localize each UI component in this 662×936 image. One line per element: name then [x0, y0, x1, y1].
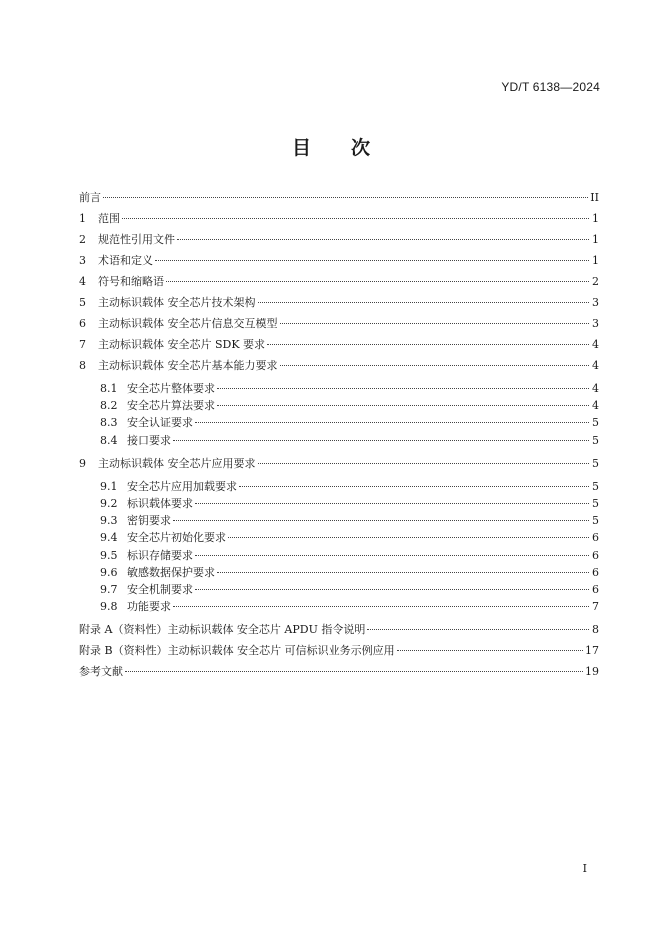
toc-entry[interactable]: [79, 355, 599, 376]
toc-entry-title: 主动标识载体 安全芯片 SDK 要求: [98, 338, 266, 351]
toc-entry-number: 2: [79, 233, 86, 246]
toc-entry-page: 17: [585, 644, 599, 658]
toc-dot-leader: [195, 555, 589, 556]
toc-entry-page: 6: [592, 565, 599, 579]
toc-entry[interactable]: [79, 334, 599, 355]
toc-entry-number: 9.1: [100, 479, 118, 493]
toc-entry-page: 1: [592, 233, 599, 246]
toc-entry-number: 6: [79, 317, 86, 330]
toc-entry-page: 3: [592, 296, 599, 309]
toc-entry-page: 7: [592, 600, 599, 614]
toc-entry-page: 4: [592, 338, 599, 351]
toc-entry-page: II: [590, 191, 599, 204]
toc-entry[interactable]: [79, 661, 599, 682]
toc-entry[interactable]: [79, 229, 599, 250]
toc-entry-number: 9.2: [100, 496, 118, 510]
toc-entry-page: 5: [592, 433, 599, 447]
toc-dot-leader: [103, 197, 588, 198]
toc-entry-page: 6: [592, 531, 599, 545]
toc-entry[interactable]: [79, 250, 599, 271]
toc-dot-leader: [173, 520, 589, 521]
toc-entry-number: 3: [79, 254, 86, 267]
toc-entry-title: 附录 B（资料性）主动标识载体 安全芯片 可信标识业务示例应用: [79, 644, 395, 658]
toc-entry[interactable]: [79, 271, 599, 292]
toc-entry-title: 参考文献: [79, 665, 123, 679]
toc-subentry[interactable]: [79, 512, 599, 529]
toc-entry-number: 9.5: [100, 548, 118, 562]
toc-entry[interactable]: [79, 208, 599, 229]
toc-entry-title: 安全芯片初始化要求: [127, 531, 226, 545]
toc-subentry[interactable]: [79, 495, 599, 512]
toc-entry-title: 规范性引用文件: [98, 233, 175, 246]
toc-subentry[interactable]: [79, 564, 599, 581]
toc-dot-leader: [177, 239, 589, 240]
toc-entry-page: 4: [592, 382, 599, 395]
toc-dot-leader: [173, 440, 589, 441]
toc-entry[interactable]: [79, 292, 599, 313]
toc-entry-page: 4: [592, 399, 599, 413]
toc-entry-page: 19: [585, 665, 599, 679]
toc-dot-leader: [173, 606, 589, 607]
toc-dot-leader: [217, 572, 589, 573]
toc-entry-page: 5: [592, 479, 599, 493]
toc-dot-leader: [195, 422, 589, 423]
toc-dot-leader: [217, 405, 589, 406]
toc-entry-page: 5: [592, 514, 599, 528]
toc-entry-title: 接口要求: [127, 433, 171, 447]
toc-entry-page: 5: [592, 496, 599, 510]
toc-dot-leader: [122, 218, 589, 219]
toc-entry-page: 4: [592, 359, 599, 372]
toc-entry-number: 9.7: [100, 582, 118, 596]
toc-subentry[interactable]: [79, 547, 599, 564]
toc-subentry[interactable]: [79, 598, 599, 615]
toc-dot-leader: [239, 486, 589, 487]
toc-subentry[interactable]: [79, 432, 599, 449]
toc-dot-leader: [280, 365, 590, 366]
toc-entry-title: 安全认证要求: [127, 416, 193, 430]
toc-entry-title: 前言: [79, 191, 101, 204]
toc-dot-leader: [166, 281, 589, 282]
toc-entry-number: 8.4: [100, 433, 118, 447]
toc-dot-leader: [125, 671, 583, 672]
toc-entry-number: 1: [79, 212, 86, 225]
toc-entry[interactable]: [79, 453, 599, 474]
toc-entry-number: 9.3: [100, 514, 118, 528]
toc-entry-page: 1: [592, 254, 599, 267]
toc-entry-title: 主动标识载体 安全芯片技术架构: [98, 296, 256, 309]
toc-entry-number: 9: [79, 456, 86, 470]
toc-entry-title: 标识载体要求: [127, 496, 193, 510]
toc-entry[interactable]: [79, 619, 599, 640]
toc-entry[interactable]: [79, 313, 599, 334]
toc-entry-title: 密钥要求: [127, 514, 171, 528]
toc-entry-title: 主动标识载体 安全芯片应用要求: [98, 456, 256, 470]
toc-entry-title: 术语和定义: [98, 254, 153, 267]
toc-entry[interactable]: [79, 187, 599, 208]
toc-dot-leader: [258, 302, 590, 303]
toc-dot-leader: [397, 650, 583, 651]
toc-entry-title: 安全芯片整体要求: [127, 382, 215, 395]
toc-dot-leader: [228, 537, 589, 538]
toc-dot-leader: [195, 589, 589, 590]
toc-entry-page: 6: [592, 582, 599, 596]
toc-entry-page: 1: [592, 212, 599, 225]
table-of-contents: [79, 187, 599, 682]
toc-entry-title: 敏感数据保护要求: [127, 565, 215, 579]
toc-entry-number: 5: [79, 296, 86, 309]
toc-entry-title: 主动标识载体 安全芯片基本能力要求: [98, 359, 278, 372]
toc-entry-page: 2: [592, 275, 599, 288]
toc-dot-leader: [367, 629, 589, 630]
toc-entry-page: 5: [592, 416, 599, 430]
toc-entry-number: 9.6: [100, 565, 118, 579]
toc-subentry[interactable]: [79, 581, 599, 598]
page-title: 目次: [291, 137, 410, 159]
toc-dot-leader: [217, 388, 589, 389]
toc-entry[interactable]: [79, 640, 599, 661]
toc-dot-leader: [258, 463, 590, 464]
toc-subentry[interactable]: [79, 397, 599, 414]
toc-entry-page: 5: [592, 456, 599, 470]
toc-entry-title: 安全机制要求: [127, 582, 193, 596]
standard-number: YD/T 6138—2024: [501, 80, 600, 94]
toc-entry-title: 附录 A（资料性）主动标识载体 安全芯片 APDU 指令说明: [79, 623, 366, 637]
toc-entry-number: 8.1: [100, 382, 118, 395]
toc-dot-leader: [195, 503, 589, 504]
toc-entry-title: 符号和缩略语: [98, 275, 164, 288]
toc-entry-title: 功能要求: [127, 600, 171, 614]
toc-entry-title: 标识存储要求: [127, 548, 193, 562]
toc-entry-page: 3: [592, 317, 599, 330]
toc-entry-title: 安全芯片算法要求: [127, 399, 215, 413]
toc-dot-leader: [280, 323, 590, 324]
toc-subentry[interactable]: [79, 478, 599, 495]
toc-entry-number: 8.2: [100, 399, 118, 413]
toc-entry-page: 8: [592, 623, 599, 637]
toc-subentry[interactable]: [79, 529, 599, 546]
toc-dot-leader: [267, 344, 589, 345]
toc-entry-number: 9.4: [100, 531, 118, 545]
toc-entry-title: 范围: [98, 212, 120, 225]
toc-subentry[interactable]: [79, 380, 599, 397]
toc-dot-leader: [155, 260, 589, 261]
page-number: I: [582, 862, 587, 875]
toc-entry-number: 8: [79, 359, 86, 372]
toc-entry-number: 4: [79, 275, 86, 288]
toc-entry-number: 7: [79, 338, 86, 351]
toc-entry-page: 6: [592, 548, 599, 562]
toc-subentry[interactable]: [79, 414, 599, 431]
toc-entry-title: 安全芯片应用加载要求: [127, 479, 237, 493]
toc-entry-number: 8.3: [100, 416, 118, 430]
toc-entry-number: 9.8: [100, 600, 118, 614]
toc-entry-title: 主动标识载体 安全芯片信息交互模型: [98, 317, 278, 330]
